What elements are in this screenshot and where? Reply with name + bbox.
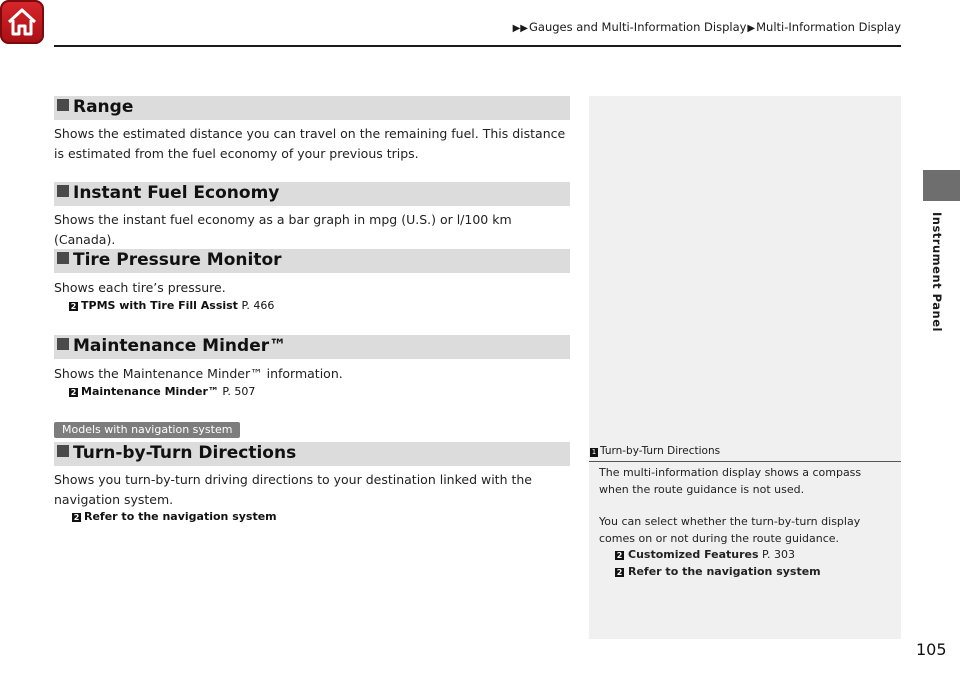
xref-tpms-link[interactable]: 2 TPMS with Tire Fill Assist P. 466: [70, 299, 275, 312]
note-paragraph: You can select whether the turn-by-turn display comes on or not during the route guidance.: [599, 515, 861, 545]
section-heading-maintenance-minder: Maintenance Minder™: [54, 335, 570, 359]
note-body: [599, 465, 894, 580]
home-icon: [6, 7, 38, 37]
section-heading-turn-by-turn: Turn-by-Turn Directions: [54, 442, 570, 466]
note-divider: [589, 461, 901, 462]
xref-arrow-icon: 2: [70, 388, 77, 397]
note-marker-icon: 1: [591, 448, 597, 456]
home-button[interactable]: [0, 0, 44, 44]
range-description: Shows the estimated distance you can travel on the remaining fuel. This distance is estimated from the fuel economy of your previous trips.: [54, 126, 566, 161]
xref-arrow-icon: 2: [616, 551, 623, 560]
tire-pressure-description: Shows each tire’s pressure.: [54, 280, 226, 295]
breadcrumb: [512, 20, 901, 34]
xref-arrow-icon: 2: [70, 302, 77, 311]
breadcrumb-current[interactable]: Multi-Information Display: [756, 20, 901, 34]
xref-arrow-icon: 2: [616, 567, 623, 577]
note-paragraph: The multi-information display shows a compass when the route guidance is not used.: [599, 466, 862, 496]
section-square-icon: [57, 252, 69, 264]
section-square-icon: [57, 445, 69, 457]
chapter-tab-label: Instrument Panel: [930, 212, 944, 332]
section-heading-range: Range: [54, 96, 570, 120]
xref-arrow-icon: 2: [73, 513, 80, 522]
section-square-icon: [57, 185, 69, 197]
breadcrumb-link-gauges[interactable]: Gauges and Multi-Information Display: [528, 20, 747, 34]
section-square-icon: [57, 99, 69, 111]
xref-navigation-link[interactable]: 2 Refer to the navigation system: [73, 510, 277, 523]
xref-maintenance-minder-link[interactable]: 2 Maintenance Minder™ P. 507: [70, 385, 256, 398]
xref-navigation-system-link[interactable]: 2 Refer to the navigation system: [616, 564, 821, 578]
breadcrumb-arrow-icon: ▶▶: [512, 23, 528, 34]
maintenance-minder-description: Shows the Maintenance Minder™ information.: [54, 366, 343, 381]
page-number: 105: [916, 640, 947, 659]
turn-by-turn-description: Shows you turn-by-turn driving directions to your destination linked with the navigation system.: [54, 472, 532, 507]
xref-customized-features-link[interactable]: 2 Customized Features P. 303: [616, 548, 795, 561]
section-heading-instant-fuel-economy: Instant Fuel Economy: [54, 182, 570, 206]
section-heading-tire-pressure-monitor: Tire Pressure Monitor: [54, 249, 570, 273]
breadcrumb-arrow-icon: ▶: [747, 23, 756, 34]
model-badge: Models with navigation system: [54, 422, 240, 438]
instant-fuel-economy-description: Shows the instant fuel economy as a bar graph in mpg (U.S.) or l/100 km (Canada).: [54, 212, 512, 247]
header-divider: [54, 45, 901, 47]
note-title: 1 Turn-by-Turn Directions: [591, 445, 721, 457]
chapter-tab[interactable]: [923, 170, 960, 201]
section-square-icon: [57, 338, 69, 350]
